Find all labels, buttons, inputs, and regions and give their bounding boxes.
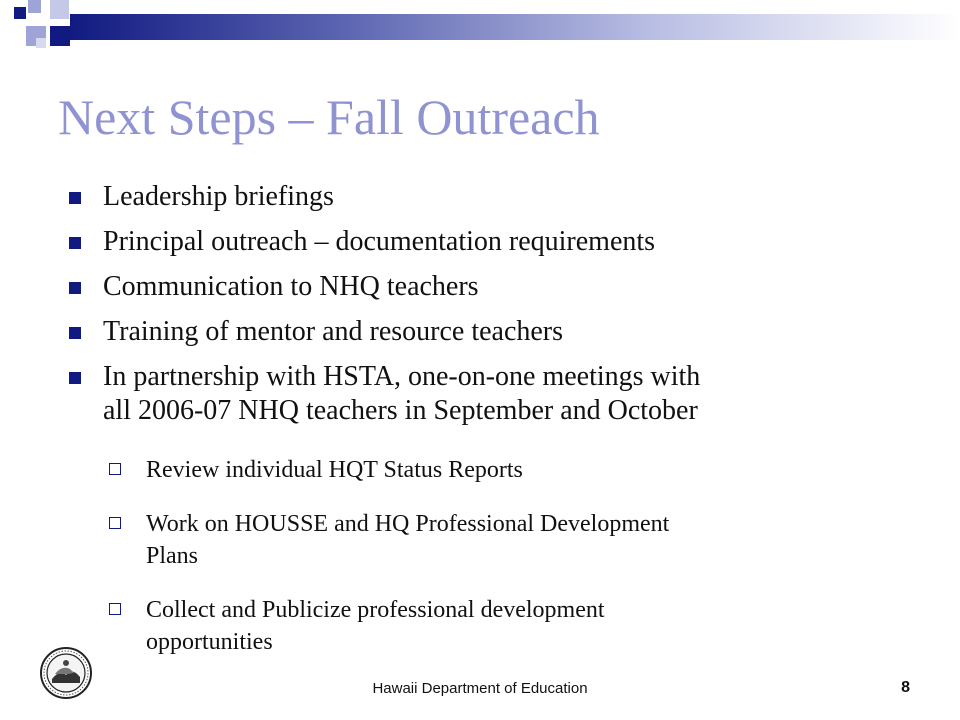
square-bullet-icon (69, 282, 81, 294)
sub-bullet-item (146, 454, 523, 486)
bullet-item (103, 360, 700, 428)
header-gradient-bar (70, 14, 960, 40)
bullet-item (103, 225, 655, 259)
hollow-square-bullet-icon (109, 603, 121, 615)
decor-square (50, 26, 70, 46)
footer-organization: Hawaii Department of Education (372, 680, 588, 697)
bullet-text: Training of mentor and resource teachers (103, 316, 564, 347)
bullet-text-line: In partnership with HSTA, one-on-one meetings with (103, 361, 701, 392)
page-number: 8 (901, 679, 910, 696)
sub-bullet-text-line: Plans (146, 543, 199, 569)
bullet-text: Communication to NHQ teachers (103, 271, 479, 302)
hollow-square-bullet-icon (109, 463, 121, 475)
square-bullet-icon (69, 327, 81, 339)
sub-bullet-text-line: opportunities (146, 629, 273, 655)
slide-title: Next Steps – Fall Outreach (58, 89, 600, 145)
sub-bullet-text-line: Work on HOUSSE and HQ Professional Development (146, 511, 670, 537)
bullet-item (103, 315, 563, 349)
sub-bullet-item (146, 594, 605, 658)
sub-bullet-item (146, 508, 669, 572)
square-bullet-icon (69, 192, 81, 204)
department-seal-icon (40, 647, 92, 699)
hollow-square-bullet-icon (109, 517, 121, 529)
decor-square (36, 38, 46, 48)
decor-square (28, 0, 41, 13)
decor-square (14, 7, 26, 19)
decor-square (50, 0, 69, 19)
square-bullet-icon (69, 237, 81, 249)
bullet-text: Leadership briefings (103, 181, 334, 212)
sub-bullet-text-line: Collect and Publicize professional development (146, 597, 605, 623)
bullet-item (103, 180, 334, 214)
bullet-text-line: all 2006-07 NHQ teachers in September and October (103, 395, 698, 426)
sub-bullet-text: Review individual HQT Status Reports (146, 457, 523, 483)
square-bullet-icon (69, 372, 81, 384)
bullet-item (103, 270, 479, 304)
bullet-text: Principal outreach – documentation requirements (103, 226, 656, 257)
